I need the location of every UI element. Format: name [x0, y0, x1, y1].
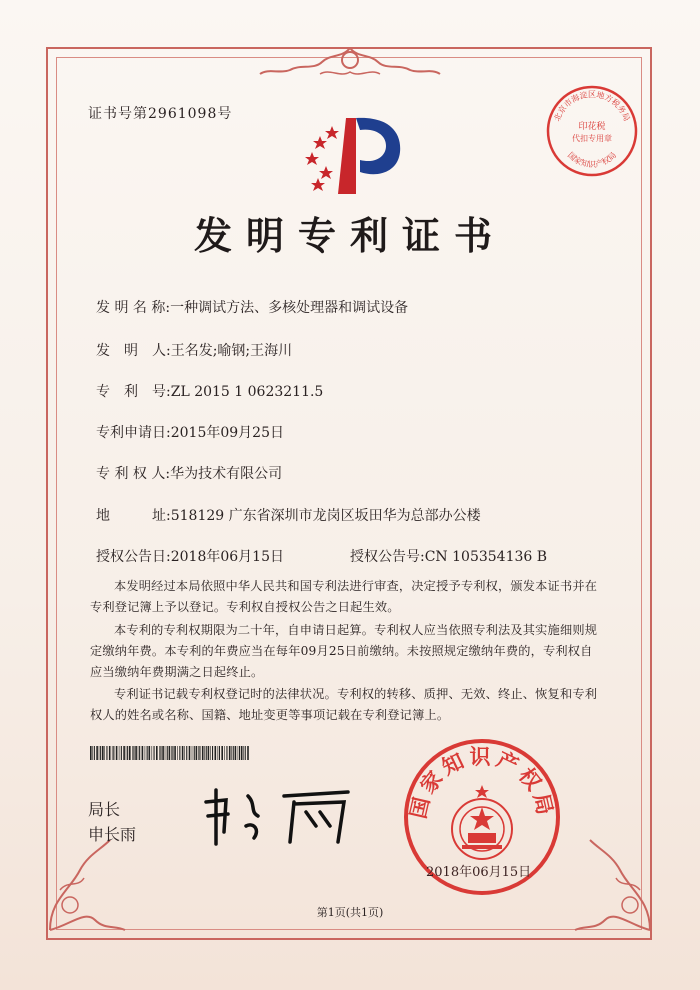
- corner-ornament-bottom-left: [40, 830, 130, 940]
- patent-office-logo: [298, 110, 408, 200]
- paragraph-grant: 本发明经过本局依照中华人民共和国专利法进行审查，决定授予专利权，颁发本证书并在专利登记簿上予以登记。专利权自授权公告之日起生效。: [90, 579, 598, 614]
- barcode: [90, 746, 250, 760]
- field-value: 王名发;喻钢;王海川: [170, 343, 293, 359]
- svg-text:国家知识产权局: [566, 151, 618, 169]
- corner-ornament-bottom-right: [570, 830, 660, 940]
- top-ornament: [250, 44, 450, 84]
- field-label: 发 明 名 称:: [96, 300, 171, 316]
- field-inventor: [96, 340, 292, 360]
- field-address: [96, 505, 481, 525]
- small-seal-middle2: 代扣专用章: [572, 134, 612, 143]
- small-seal-bottom-text: 国家知识产权局: [565, 150, 619, 169]
- field-announce-date: [96, 546, 284, 566]
- certificate-title: 发明专利证书: [193, 214, 506, 258]
- paragraph-term: 本专利的专利权期限为二十年，自申请日起算。专利权人应当依照专利法及其实施细则规定缴纳年费。本专利的年费应当在每年09月25日前缴纳。未按照规定缴纳年费的，专利权自应当缴纳年费期满之日起终止。: [90, 623, 598, 679]
- field-patent-number: [96, 381, 323, 401]
- small-seal-middle1: 印花税: [578, 122, 606, 132]
- field-value: CN 105354136 B: [424, 549, 548, 565]
- small-seal: [544, 83, 640, 179]
- field-value: ZL 2015 1 0623211.5: [170, 384, 324, 400]
- field-label: 专 利 权 人:: [96, 466, 171, 482]
- field-value: 518129 广东省深圳市龙岗区坂田华为总部办公楼: [170, 508, 481, 524]
- director-title: 局长: [88, 800, 121, 819]
- field-announce-number: [350, 546, 547, 566]
- paragraph-legal-status: 专利证书记载专利权登记时的法律状况。专利权的转移、质押、无效、终止、恢复和专利权人的姓名或名称、国籍、地址变更等事项记载在专利登记簿上。: [90, 687, 598, 722]
- field-label: 专 利 号:: [96, 384, 171, 400]
- field-label: 授权公告日:: [96, 549, 171, 565]
- field-label: 授权公告号:: [350, 549, 425, 565]
- seal-text: 国家知识产权局: [406, 745, 558, 821]
- director-signature: [198, 782, 358, 852]
- seal-date: 2018年06月15日: [426, 865, 532, 880]
- field-invention-name: [96, 297, 408, 317]
- certificate-number: 证书号第2961098号: [88, 106, 233, 122]
- field-value: 2018年06月15日: [170, 549, 284, 565]
- field-patentee: [96, 463, 282, 483]
- field-value: 一种调试方法、多核处理器和调试设备: [170, 300, 409, 316]
- page-number: 第1页(共1页): [316, 906, 384, 919]
- field-label: 发 明 人:: [96, 343, 171, 359]
- field-value: 2015年09月25日: [170, 425, 284, 441]
- field-value: 华为技术有限公司: [170, 466, 283, 482]
- field-filing-date: [96, 422, 284, 442]
- field-label: 地 址:: [96, 508, 171, 524]
- small-seal-top-text: 北京市海淀区地方税务局: [552, 90, 632, 123]
- director-name: 申长雨: [88, 825, 137, 844]
- field-label: 专利申请日:: [96, 425, 171, 441]
- svg-text:北京市海淀区地方税务局: [552, 89, 632, 122]
